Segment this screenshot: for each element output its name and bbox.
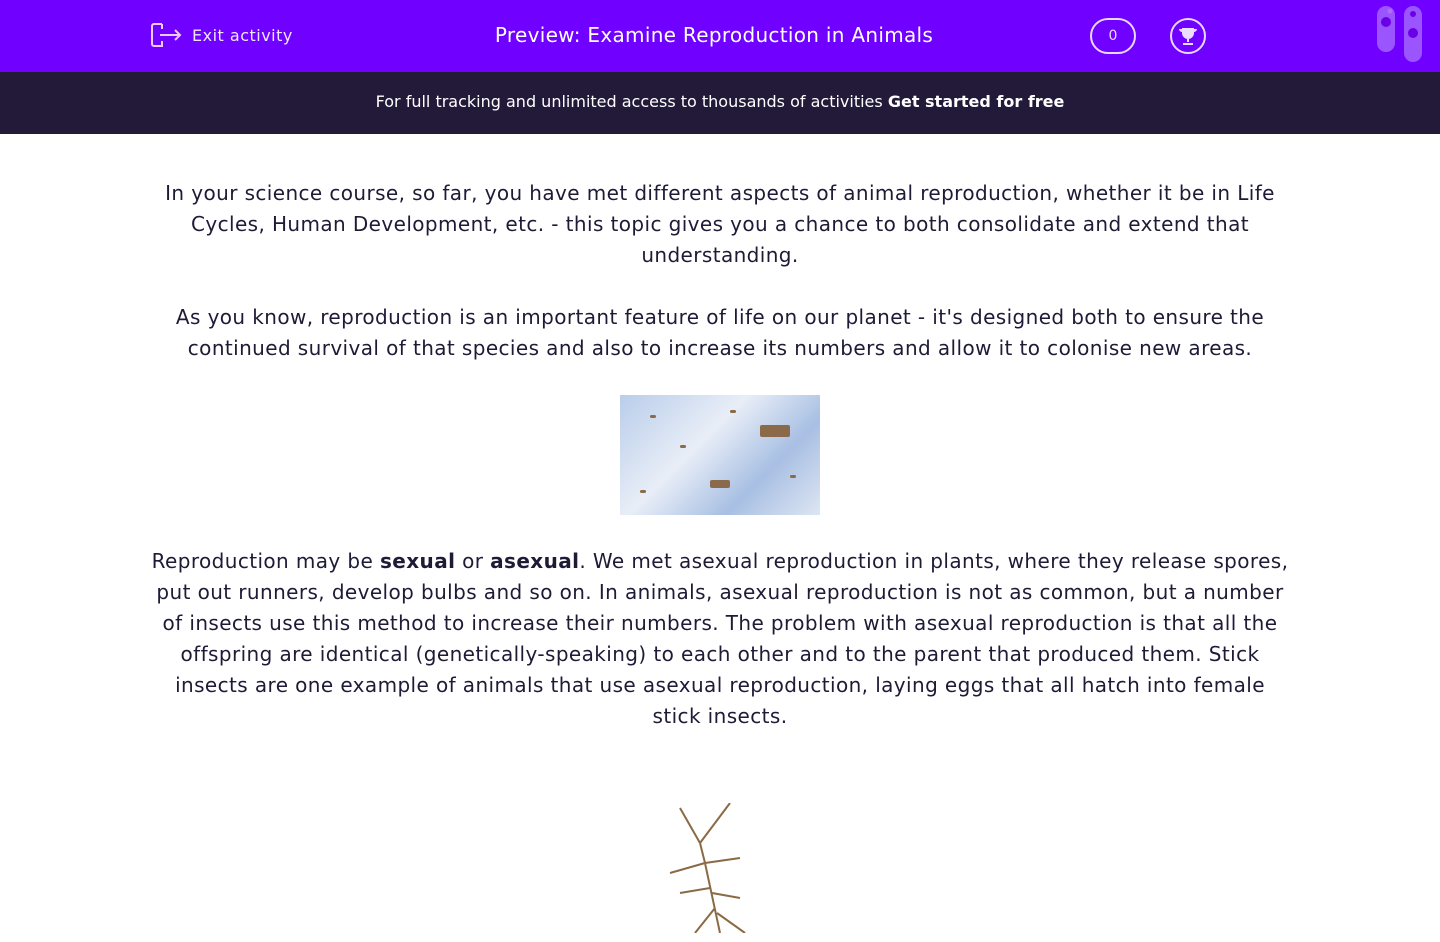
activity-content	[150, 134, 1290, 942]
reproduction-paragraph: As you know, reproduction is an important feature of life on our planet - it's designed both to ensure the continued survival of that species and also to increase its numbers and allow it to colonise new areas.	[175, 305, 1265, 360]
intro-paragraph: In your science course, so far, you have met different aspects of animal reproduction, whether it be in Life Cycles, Human Development, etc. - this topic gives you a chance to both consolidate and extend that understanding.	[165, 181, 1275, 267]
text: . We met asexual reproduction in plants, where they release spores, put out runners, develop bulbs and so on. In animals, asexual reproduction is not as common, but a number of insects use this method to increase their numbers. The problem with asexual reproduction is that all the offspring are identical (genetically-speaking) to each other and to the parent that produced them. Stick insects are one example of animals that use asexual reproduction, laying eggs that all hatch into female stick insects.	[156, 549, 1289, 728]
stick-insect-image	[660, 803, 780, 933]
trophy-icon	[1177, 25, 1199, 47]
page-title: Preview: Examine Reproduction in Animals	[494, 23, 934, 47]
text: or	[455, 549, 491, 573]
test-tubes-logo	[1377, 6, 1423, 64]
locust-swarm-image	[620, 395, 820, 515]
asexual-paragraph	[150, 546, 1290, 732]
get-started-link[interactable]: Get started for free	[887, 92, 1065, 111]
banner-text: For full tracking and unlimited access to thousands of activities	[375, 92, 888, 111]
top-bar	[0, 0, 1440, 72]
trophy-button[interactable]	[1170, 18, 1206, 54]
score-badge: 0	[1090, 18, 1136, 54]
term-asexual: asexual	[490, 549, 580, 573]
term-sexual: sexual	[379, 549, 456, 573]
exit-label: Exit activity	[192, 25, 293, 45]
text: Reproduction may be	[151, 549, 380, 573]
signup-banner	[0, 72, 1440, 134]
